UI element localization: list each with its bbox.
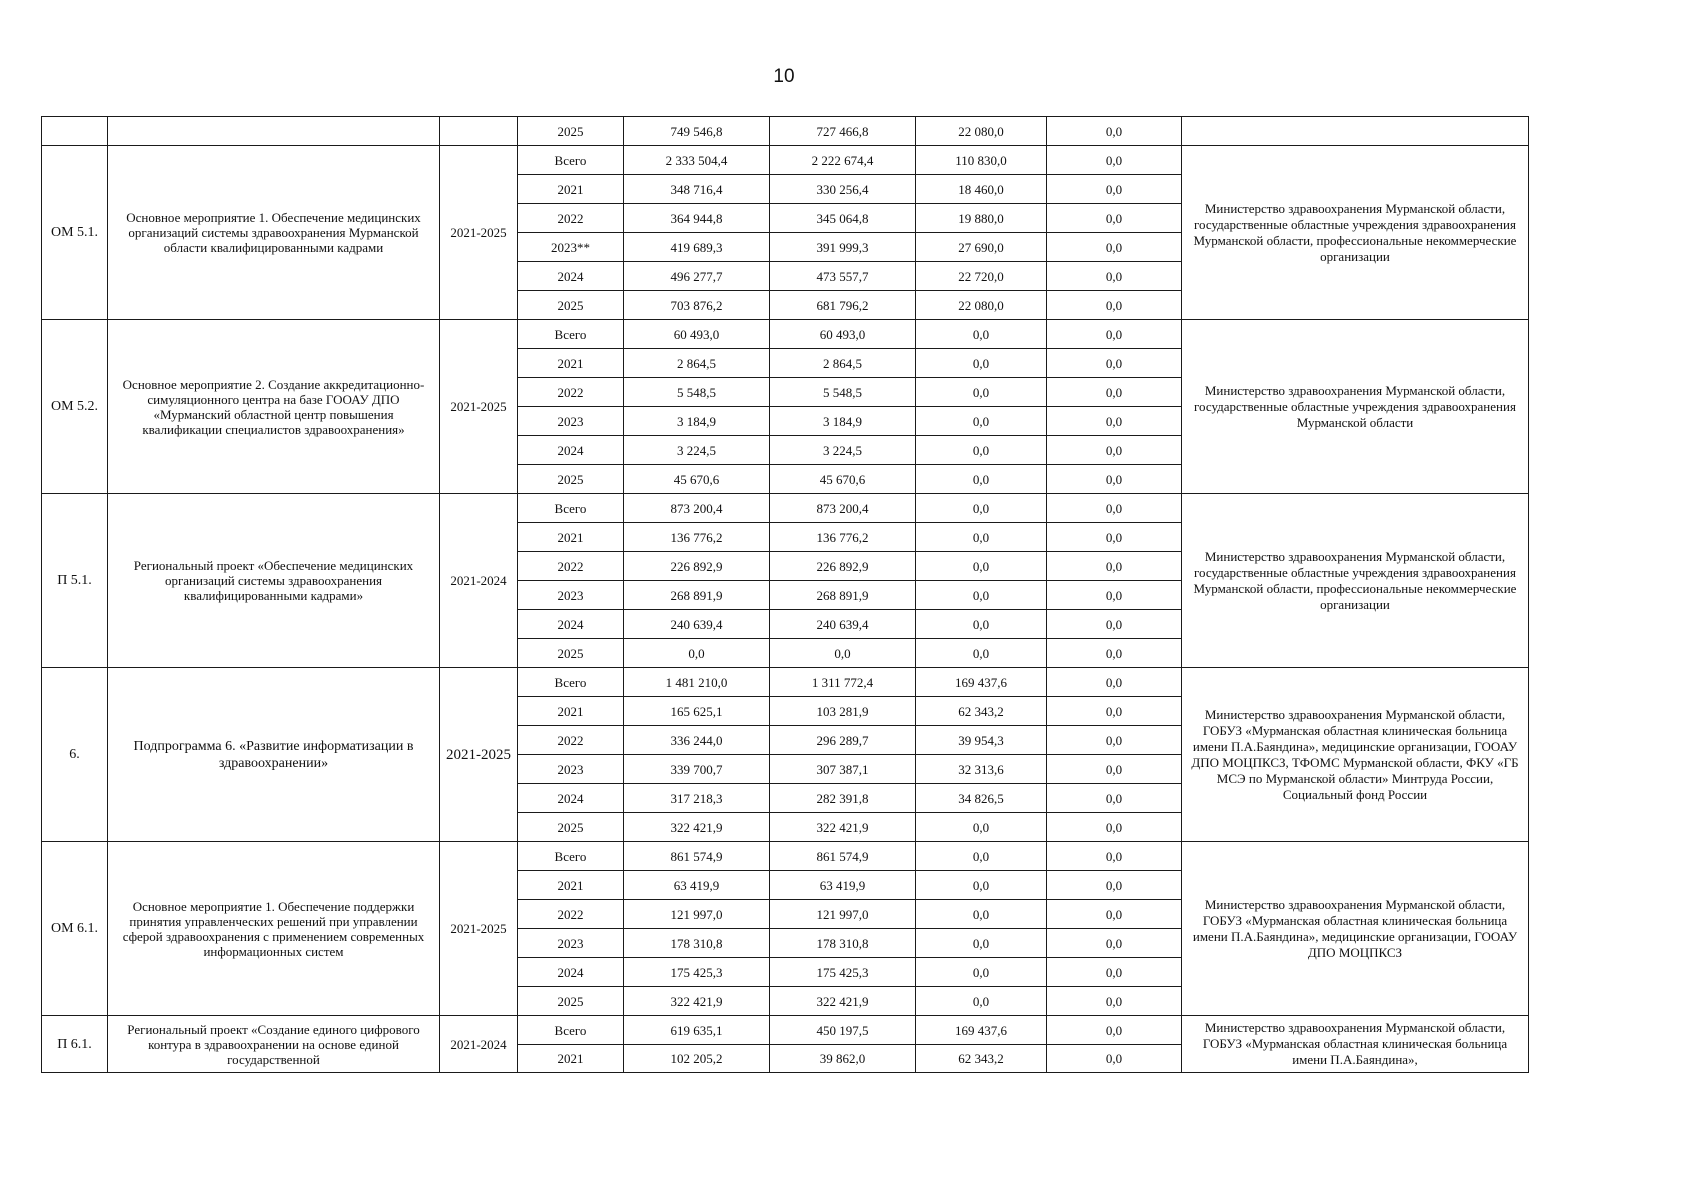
year-cell: Всего [518, 1016, 624, 1045]
total-value-cell: 121 997,0 [624, 900, 770, 929]
year-cell: 2021 [518, 1045, 624, 1073]
total-value-cell: 5 548,5 [624, 378, 770, 407]
budget-table [41, 116, 1529, 1073]
federal-budget-cell: 32 313,6 [916, 755, 1047, 784]
other-sources-cell: 0,0 [1047, 1045, 1182, 1073]
other-sources-cell: 0,0 [1047, 117, 1182, 146]
code-cell: П 5.1. [42, 494, 108, 668]
name-cell: Региональный проект «Обеспечение медицинских организаций системы здравоохранения квалифицированными кадрами» [108, 494, 440, 668]
regional-budget-cell: 345 064,8 [770, 204, 916, 233]
other-sources-cell: 0,0 [1047, 813, 1182, 842]
total-value-cell: 102 205,2 [624, 1045, 770, 1073]
total-value-cell: 322 421,9 [624, 813, 770, 842]
total-value-cell: 348 716,4 [624, 175, 770, 204]
other-sources-cell: 0,0 [1047, 436, 1182, 465]
regional-budget-cell: 2 222 674,4 [770, 146, 916, 175]
other-sources-cell: 0,0 [1047, 842, 1182, 871]
regional-budget-cell: 873 200,4 [770, 494, 916, 523]
table-row [42, 668, 1529, 697]
year-cell: 2021 [518, 871, 624, 900]
total-value-cell: 873 200,4 [624, 494, 770, 523]
regional-budget-cell: 39 862,0 [770, 1045, 916, 1073]
regional-budget-cell: 240 639,4 [770, 610, 916, 639]
regional-budget-cell: 307 387,1 [770, 755, 916, 784]
total-value-cell: 2 333 504,4 [624, 146, 770, 175]
total-value-cell: 322 421,9 [624, 987, 770, 1016]
year-cell: 2024 [518, 958, 624, 987]
other-sources-cell: 0,0 [1047, 726, 1182, 755]
other-sources-cell: 0,0 [1047, 175, 1182, 204]
federal-budget-cell: 0,0 [916, 349, 1047, 378]
year-cell: Всего [518, 146, 624, 175]
regional-budget-cell: 727 466,8 [770, 117, 916, 146]
regional-budget-cell: 136 776,2 [770, 523, 916, 552]
regional-budget-cell: 391 999,3 [770, 233, 916, 262]
total-value-cell: 178 310,8 [624, 929, 770, 958]
year-cell: 2023 [518, 929, 624, 958]
executor-cell: Министерство здравоохранения Мурманской области, государственные областные учреждения здравоохранения Мурманской области, профессиональные некоммерческие организации [1182, 146, 1529, 320]
federal-budget-cell: 62 343,2 [916, 697, 1047, 726]
regional-budget-cell: 60 493,0 [770, 320, 916, 349]
regional-budget-cell: 282 391,8 [770, 784, 916, 813]
name-cell: Основное мероприятие 1. Обеспечение поддержки принятия управленческих решений при управлении сферой здравоохранения с применением современных информационных систем [108, 842, 440, 1016]
year-cell: Всего [518, 842, 624, 871]
table-row [42, 320, 1529, 349]
year-cell: 2021 [518, 697, 624, 726]
executor-cell: Министерство здравоохранения Мурманской области, ГОБУЗ «Мурманская областная клиническая больница имени П.А.Баяндина», медицинские организации, ГООАУ ДПО МОЦПКСЗ [1182, 842, 1529, 1016]
year-cell: 2023 [518, 755, 624, 784]
year-cell: 2022 [518, 378, 624, 407]
name-cell: Основное мероприятие 1. Обеспечение медицинских организаций системы здравоохранения Мурманской области квалифицированными кадрами [108, 146, 440, 320]
regional-budget-cell: 473 557,7 [770, 262, 916, 291]
other-sources-cell: 0,0 [1047, 349, 1182, 378]
other-sources-cell: 0,0 [1047, 552, 1182, 581]
period-cell: 2021-2025 [440, 320, 518, 494]
total-value-cell: 317 218,3 [624, 784, 770, 813]
executor-cell: Министерство здравоохранения Мурманской области, ГОБУЗ «Мурманская областная клиническая больница имени П.А.Баяндина», медицинские организации, ГООАУ ДПО МОЦПКСЗ, ТФОМС Мурманской области, ФКУ «ГБ МСЭ по Мурманской области» Минтруда России, Социальный фонд России [1182, 668, 1529, 842]
total-value-cell: 63 419,9 [624, 871, 770, 900]
federal-budget-cell: 0,0 [916, 813, 1047, 842]
executor-cell: Министерство здравоохранения Мурманской области, государственные областные учреждения здравоохранения Мурманской области [1182, 320, 1529, 494]
other-sources-cell: 0,0 [1047, 900, 1182, 929]
other-sources-cell: 0,0 [1047, 929, 1182, 958]
other-sources-cell: 0,0 [1047, 755, 1182, 784]
federal-budget-cell: 169 437,6 [916, 1016, 1047, 1045]
regional-budget-cell: 3 224,5 [770, 436, 916, 465]
federal-budget-cell: 0,0 [916, 494, 1047, 523]
total-value-cell: 226 892,9 [624, 552, 770, 581]
other-sources-cell: 0,0 [1047, 581, 1182, 610]
period-cell: 2021-2024 [440, 1016, 518, 1073]
year-cell: 2025 [518, 291, 624, 320]
total-value-cell: 268 891,9 [624, 581, 770, 610]
federal-budget-cell: 0,0 [916, 958, 1047, 987]
other-sources-cell: 0,0 [1047, 697, 1182, 726]
total-value-cell: 3 184,9 [624, 407, 770, 436]
executor-cell: Министерство здравоохранения Мурманской области, государственные областные учреждения здравоохранения Мурманской области, профессиональные некоммерческие организации [1182, 494, 1529, 668]
other-sources-cell: 0,0 [1047, 610, 1182, 639]
regional-budget-cell: 103 281,9 [770, 697, 916, 726]
regional-budget-cell: 681 796,2 [770, 291, 916, 320]
year-cell: 2023 [518, 581, 624, 610]
total-value-cell: 2 864,5 [624, 349, 770, 378]
federal-budget-cell: 0,0 [916, 639, 1047, 668]
other-sources-cell: 0,0 [1047, 871, 1182, 900]
total-value-cell: 496 277,7 [624, 262, 770, 291]
code-cell [42, 117, 108, 146]
federal-budget-cell: 0,0 [916, 523, 1047, 552]
other-sources-cell: 0,0 [1047, 523, 1182, 552]
other-sources-cell: 0,0 [1047, 958, 1182, 987]
total-value-cell: 336 244,0 [624, 726, 770, 755]
year-cell: Всего [518, 494, 624, 523]
regional-budget-cell: 63 419,9 [770, 871, 916, 900]
name-cell: Региональный проект «Создание единого цифрового контура в здравоохранении на основе единой государственной [108, 1016, 440, 1073]
other-sources-cell: 0,0 [1047, 378, 1182, 407]
other-sources-cell: 0,0 [1047, 784, 1182, 813]
other-sources-cell: 0,0 [1047, 146, 1182, 175]
other-sources-cell: 0,0 [1047, 233, 1182, 262]
year-cell: 2025 [518, 639, 624, 668]
regional-budget-cell: 296 289,7 [770, 726, 916, 755]
code-cell: ОМ 5.2. [42, 320, 108, 494]
other-sources-cell: 0,0 [1047, 407, 1182, 436]
table-row [42, 1016, 1529, 1045]
year-cell: 2024 [518, 784, 624, 813]
federal-budget-cell: 0,0 [916, 900, 1047, 929]
year-cell: 2021 [518, 523, 624, 552]
table-row [42, 842, 1529, 871]
period-cell [440, 117, 518, 146]
federal-budget-cell: 0,0 [916, 320, 1047, 349]
federal-budget-cell: 0,0 [916, 378, 1047, 407]
regional-budget-cell: 5 548,5 [770, 378, 916, 407]
year-cell: 2022 [518, 726, 624, 755]
total-value-cell: 339 700,7 [624, 755, 770, 784]
federal-budget-cell: 22 080,0 [916, 117, 1047, 146]
other-sources-cell: 0,0 [1047, 668, 1182, 697]
federal-budget-cell: 0,0 [916, 552, 1047, 581]
year-cell: 2023** [518, 233, 624, 262]
total-value-cell: 3 224,5 [624, 436, 770, 465]
period-cell: 2021-2025 [440, 668, 518, 842]
regional-budget-cell: 2 864,5 [770, 349, 916, 378]
page-number: 10 [773, 66, 795, 87]
year-cell: 2022 [518, 204, 624, 233]
year-cell: 2024 [518, 436, 624, 465]
federal-budget-cell: 0,0 [916, 987, 1047, 1016]
period-cell: 2021-2024 [440, 494, 518, 668]
total-value-cell: 619 635,1 [624, 1016, 770, 1045]
federal-budget-cell: 22 720,0 [916, 262, 1047, 291]
name-cell: Основное мероприятие 2. Создание аккредитационно-симуляционного центра на базе ГООАУ ДПО «Мурманский областной центр повышения квалификации специалистов здравоохранения» [108, 320, 440, 494]
executor-cell [1182, 117, 1529, 146]
federal-budget-cell: 62 343,2 [916, 1045, 1047, 1073]
regional-budget-cell: 0,0 [770, 639, 916, 668]
federal-budget-cell: 0,0 [916, 436, 1047, 465]
other-sources-cell: 0,0 [1047, 204, 1182, 233]
total-value-cell: 240 639,4 [624, 610, 770, 639]
total-value-cell: 703 876,2 [624, 291, 770, 320]
table-row [42, 117, 1529, 146]
regional-budget-cell: 450 197,5 [770, 1016, 916, 1045]
total-value-cell: 60 493,0 [624, 320, 770, 349]
year-cell: 2022 [518, 552, 624, 581]
total-value-cell: 1 481 210,0 [624, 668, 770, 697]
other-sources-cell: 0,0 [1047, 494, 1182, 523]
regional-budget-cell: 121 997,0 [770, 900, 916, 929]
other-sources-cell: 0,0 [1047, 465, 1182, 494]
federal-budget-cell: 0,0 [916, 929, 1047, 958]
regional-budget-cell: 1 311 772,4 [770, 668, 916, 697]
year-cell: 2025 [518, 987, 624, 1016]
regional-budget-cell: 322 421,9 [770, 987, 916, 1016]
federal-budget-cell: 0,0 [916, 407, 1047, 436]
year-cell: 2024 [518, 262, 624, 291]
total-value-cell: 165 625,1 [624, 697, 770, 726]
code-cell: ОМ 5.1. [42, 146, 108, 320]
regional-budget-cell: 175 425,3 [770, 958, 916, 987]
regional-budget-cell: 861 574,9 [770, 842, 916, 871]
year-cell: 2021 [518, 175, 624, 204]
other-sources-cell: 0,0 [1047, 320, 1182, 349]
total-value-cell: 45 670,6 [624, 465, 770, 494]
year-cell: 2025 [518, 465, 624, 494]
total-value-cell: 364 944,8 [624, 204, 770, 233]
table-row [42, 146, 1529, 175]
code-cell: П 6.1. [42, 1016, 108, 1073]
federal-budget-cell: 169 437,6 [916, 668, 1047, 697]
period-cell: 2021-2025 [440, 842, 518, 1016]
year-cell: 2021 [518, 349, 624, 378]
year-cell: Всего [518, 668, 624, 697]
year-cell: 2025 [518, 117, 624, 146]
total-value-cell: 175 425,3 [624, 958, 770, 987]
code-cell: 6. [42, 668, 108, 842]
regional-budget-cell: 45 670,6 [770, 465, 916, 494]
federal-budget-cell: 19 880,0 [916, 204, 1047, 233]
other-sources-cell: 0,0 [1047, 291, 1182, 320]
name-cell [108, 117, 440, 146]
other-sources-cell: 0,0 [1047, 639, 1182, 668]
federal-budget-cell: 0,0 [916, 581, 1047, 610]
federal-budget-cell: 39 954,3 [916, 726, 1047, 755]
year-cell: 2022 [518, 900, 624, 929]
federal-budget-cell: 0,0 [916, 871, 1047, 900]
other-sources-cell: 0,0 [1047, 262, 1182, 291]
total-value-cell: 0,0 [624, 639, 770, 668]
total-value-cell: 136 776,2 [624, 523, 770, 552]
period-cell: 2021-2025 [440, 146, 518, 320]
total-value-cell: 861 574,9 [624, 842, 770, 871]
code-cell: ОМ 6.1. [42, 842, 108, 1016]
federal-budget-cell: 18 460,0 [916, 175, 1047, 204]
executor-cell: Министерство здравоохранения Мурманской области, ГОБУЗ «Мурманская областная клиническая больница имени П.А.Баяндина», [1182, 1016, 1529, 1073]
federal-budget-cell: 22 080,0 [916, 291, 1047, 320]
other-sources-cell: 0,0 [1047, 987, 1182, 1016]
federal-budget-cell: 0,0 [916, 610, 1047, 639]
federal-budget-cell: 110 830,0 [916, 146, 1047, 175]
regional-budget-cell: 178 310,8 [770, 929, 916, 958]
year-cell: Всего [518, 320, 624, 349]
regional-budget-cell: 3 184,9 [770, 407, 916, 436]
name-cell: Подпрограмма 6. «Развитие информатизации в здравоохранении» [108, 668, 440, 842]
year-cell: 2025 [518, 813, 624, 842]
federal-budget-cell: 27 690,0 [916, 233, 1047, 262]
federal-budget-cell: 0,0 [916, 842, 1047, 871]
regional-budget-cell: 226 892,9 [770, 552, 916, 581]
total-value-cell: 749 546,8 [624, 117, 770, 146]
other-sources-cell: 0,0 [1047, 1016, 1182, 1045]
table-row [42, 494, 1529, 523]
year-cell: 2023 [518, 407, 624, 436]
federal-budget-cell: 0,0 [916, 465, 1047, 494]
federal-budget-cell: 34 826,5 [916, 784, 1047, 813]
regional-budget-cell: 268 891,9 [770, 581, 916, 610]
total-value-cell: 419 689,3 [624, 233, 770, 262]
regional-budget-cell: 330 256,4 [770, 175, 916, 204]
regional-budget-cell: 322 421,9 [770, 813, 916, 842]
year-cell: 2024 [518, 610, 624, 639]
